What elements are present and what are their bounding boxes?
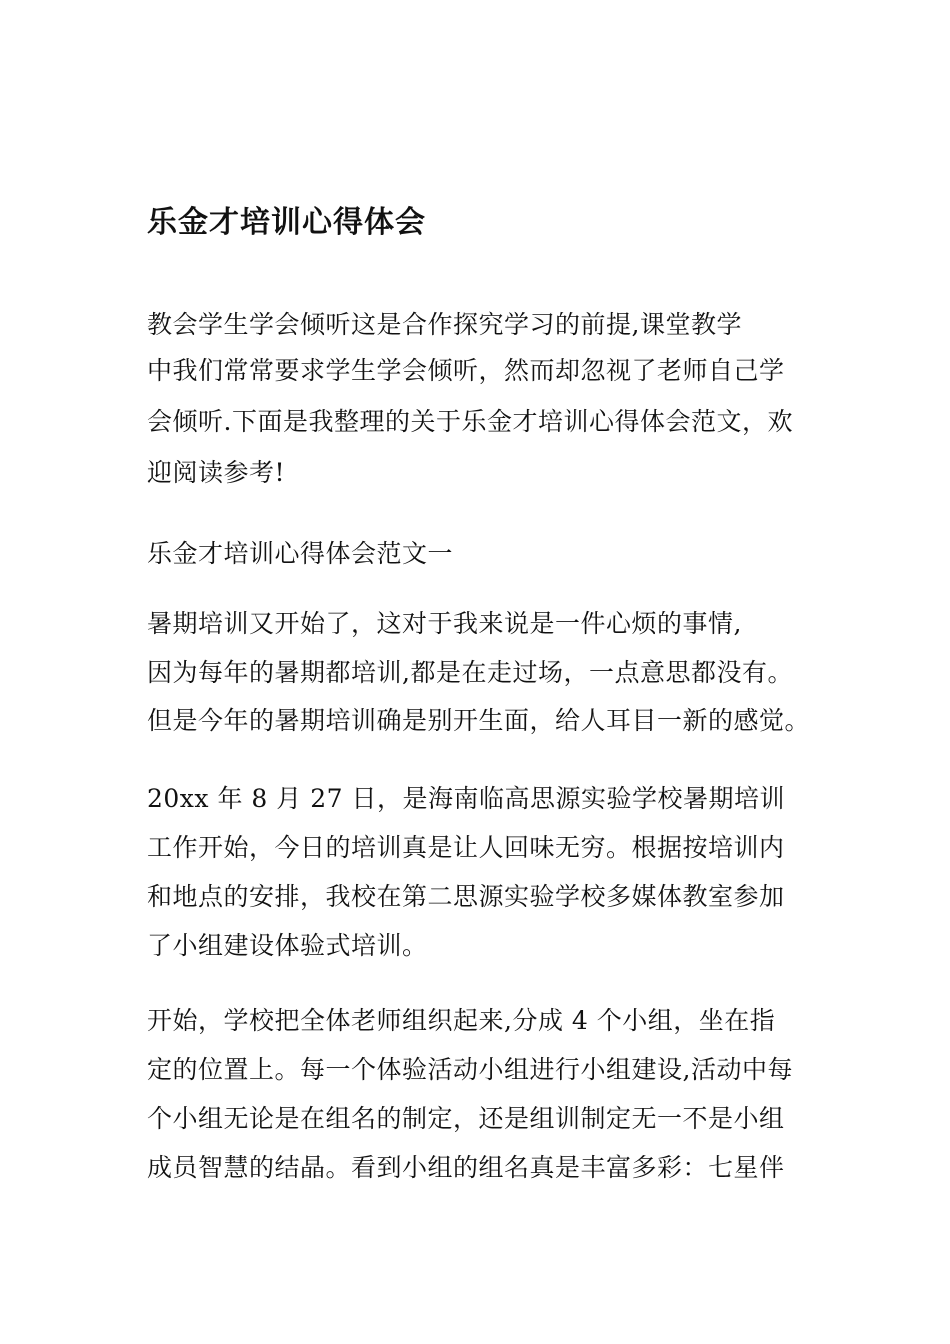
intro-line-4: 迎阅读参考!	[147, 458, 286, 487]
intro-line-2: 中我们常常要求学生学会倾听，然而却忽视了老师自己学	[147, 356, 785, 385]
intro-line-1: 教会学生学会倾听这是合作探究学习的前提,课堂教学	[147, 310, 742, 339]
paragraph-2-line-3: 和地点的安排，我校在第二思源实验学校多媒体教室参加	[147, 882, 785, 911]
paragraph-3-line-1: 开始，学校把全体老师组织起来,分成 4 个小组，坐在指	[147, 1006, 776, 1035]
paragraph-1-line-3: 但是今年的暑期培训确是别开生面，给人耳目一新的感觉。	[147, 706, 811, 735]
paragraph-1-line-1: 暑期培训又开始了，这对于我来说是一件心烦的事情,	[147, 609, 742, 638]
paragraph-3-line-4: 成员智慧的结晶。看到小组的组名真是丰富多彩：七星伴	[147, 1153, 785, 1182]
paragraph-2-line-1: 20xx 年 8 月 27 日，是海南临高思源实验学校暑期培训	[147, 784, 785, 813]
paragraph-1-line-2: 因为每年的暑期都培训,都是在走过场，一点意思都没有。	[147, 658, 793, 687]
section-heading: 乐金才培训心得体会范文一	[147, 539, 454, 568]
paragraph-2-line-2: 工作开始，今日的培训真是让人回味无穷。根据按培训内	[147, 833, 785, 862]
paragraph-2-line-4: 了小组建设体验式培训。	[147, 931, 428, 960]
paragraph-3-line-3: 个小组无论是在组名的制定，还是组训制定无一不是小组	[147, 1104, 785, 1133]
paragraph-3-line-2: 定的位置上。每一个体验活动小组进行小组建设,活动中每	[147, 1055, 793, 1084]
intro-line-3: 会倾听.下面是我整理的关于乐金才培训心得体会范文，欢	[147, 407, 793, 436]
document-title: 乐金才培训心得体会	[147, 205, 426, 240]
